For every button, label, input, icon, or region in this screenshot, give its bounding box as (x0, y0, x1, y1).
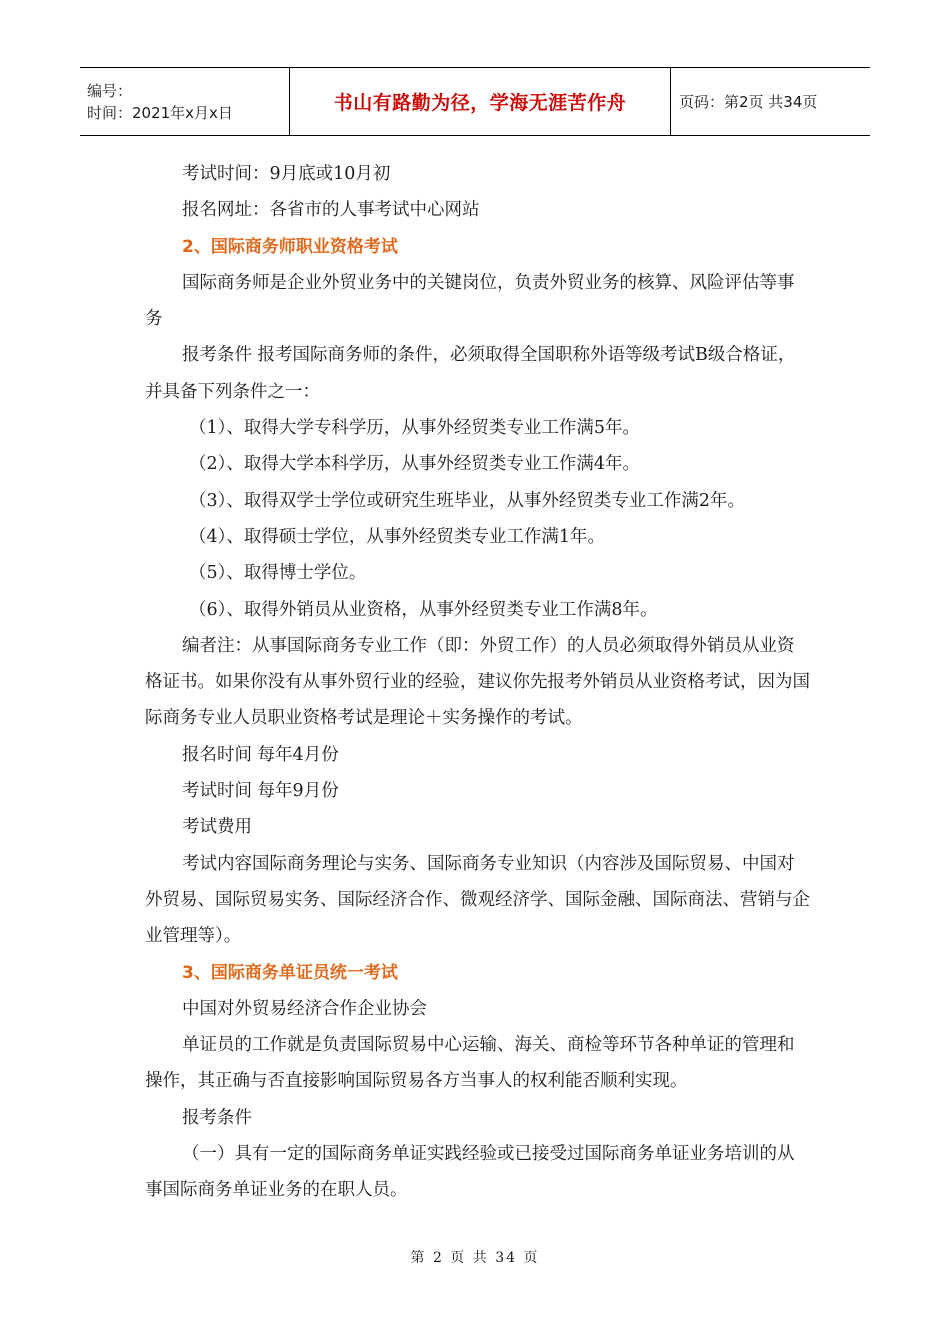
list-item: （4）、取得硕士学位，从事外经贸类专业工作满1年。 (189, 526, 606, 547)
body-paragraph: 国际商务师是企业外贸业务中的关键岗位，负责外贸业务的核算、风险评估等事务 (145, 272, 795, 330)
document-number-label: 编号： (87, 81, 133, 100)
body-paragraph: 报考条件 (182, 1107, 252, 1128)
header-page-cell (671, 68, 871, 136)
body-paragraph: （一）具有一定的国际商务单证实践经验或已接受过国际商务单证业务培训的从事国际商务单证业务的在职人员。 (145, 1144, 795, 1201)
header-meta (80, 68, 290, 136)
list-item: （5）、取得博士学位。 (189, 563, 367, 584)
page-header (80, 67, 870, 136)
exam-time-paragraph: 考试时间：9月底或10月初 (182, 164, 391, 184)
document-body (145, 156, 810, 1209)
section-heading-2: 2、国际商务师职业资格考试 (182, 236, 398, 257)
body-paragraph: 考试内容国际商务理论与实务、国际商务专业知识（内容涉及国际贸易、中国对外贸易、国际贸易实务、国际经济合作、微观经济学、国际金融、国际商法、营销与企业管理等）。 (145, 853, 810, 947)
list-item: （3）、取得双学士学位或研究生班毕业，从事外经贸类专业工作满2年。 (189, 490, 746, 511)
page-number-label: 页码：第2页 共34页 (679, 93, 818, 111)
list-item: （6）、取得外销员从业资格，从事外经贸类专业工作满8年。 (189, 599, 658, 620)
list-item: （2）、取得大学本科学历，从事外经贸类专业工作满4年。 (189, 454, 641, 475)
registration-website-paragraph: 报名网址：各省市的人事考试中心网站 (182, 200, 480, 221)
body-paragraph: 报考条件 报考国际商务师的条件，必须取得全国职称外语等级考试B级合格证，并具备下列条件之一： (145, 345, 796, 402)
body-paragraph: 单证员的工作就是负责国际贸易中心运输、海关、商检等环节各种单证的管理和操作，其正确与否直接影响国际贸易各方当事人的权利能否顺利实现。 (145, 1035, 795, 1092)
motto-text: 书山有路勤为径，学海无涯苦作舟 (333, 92, 627, 114)
body-paragraph: 考试时间 每年9月份 (182, 781, 339, 802)
header-motto-cell (290, 68, 671, 136)
page-footer: 第 2 页 共 34 页 (410, 1250, 540, 1266)
section-heading-3: 3、国际商务单证员统一考试 (182, 962, 398, 983)
body-paragraph: 中国对外贸易经济合作企业协会 (182, 998, 427, 1019)
document-date-label: 时间：2021年x月x日 (87, 103, 233, 122)
list-item: （1）、取得大学专科学历，从事外经贸类专业工作满5年。 (189, 418, 641, 439)
body-paragraph: 报名时间 每年4月份 (182, 744, 339, 765)
body-paragraph: 考试费用 (182, 817, 252, 838)
editor-note-paragraph: 编者注：从事国际商务专业工作（即：外贸工作）的人员必须取得外销员从业资格证书。如果你没有从事外贸行业的经验，建议你先报考外销员从业资格考试，因为国际商务专业人员职业资格考试是理论＋实务操作的考试。 (145, 635, 810, 729)
